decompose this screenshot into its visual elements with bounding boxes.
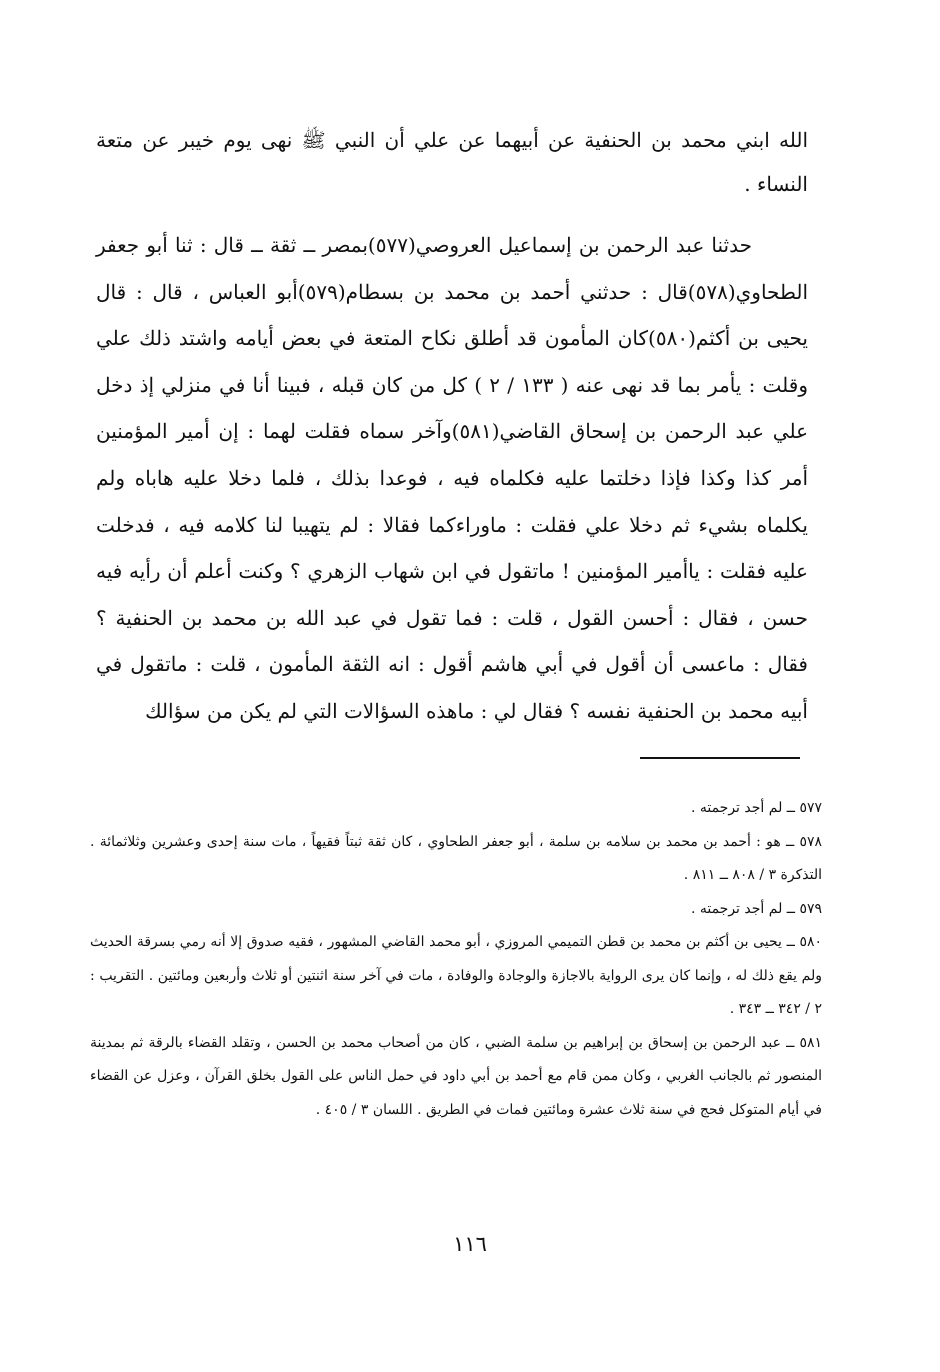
footnote-580: ٥٨٠ ــ يحيى بن أكثم بن محمد بن قطن التميمي المروزي ، أبو محمد القاضي المشهور ، فقيه صدوق إلا أنه رمي بسرقة الحديث ولم يقع ذلك له ، وإنما كان يرى الرواية بالاجازة والوجادة والوفادة ، مات في آخر سنة اثنتين أو ثلاث وأربعين ومائتين . التقريب : ٢ / ٣٤٢ ــ ٣٤٣ .	[90, 934, 822, 1017]
main-paragraph-2	[96, 222, 808, 735]
footnote-577: ٥٧٧ ــ لم أجد ترجمته .	[690, 800, 822, 816]
footnotes-section	[90, 792, 822, 1127]
footnote-separator	[640, 757, 800, 759]
main-paragraph-2-text: حدثنا عبد الرحمن بن إسماعيل العروصي(٥٧٧)بمصر ــ ثقة ــ قال : ثنا أبو جعفر الطحاوي(٥٧٨)قال : حدثني أحمد بن محمد بن بسطام(٥٧٩)أبو العباس ، قال : قال يحيى بن أكثم(٥٨٠)كان المأمون قد أطلق نكاح المتعة في بعض أيامه واشتد ذلك علي وقلت : يأمر بما قد نهى عنه ( ١٣٣ / ٢ ) كل من كان قبله ، فبينا أنا في منزلي إذ دخل علي عبد الرحمن بن إسحاق القاضي(٥٨١)وآخر سماه فقلت لهما : إن أمير المؤمنين أمر كذا وكذا فإذا دخلتما عليه فكلماه فيه ، فوعدا بذلك ، فلما دخلا عليه هاباه ولم يكلماه بشيء ثم دخلا علي فقلت : ماوراءكما فقالا : لم يتهيبا لنا كلامه فيه ، فدخلت عليه فقلت : ياأمير المؤمنين ! ماتقول في ابن شهاب الزهري ؟ وكنت أعلم أن رأيه فيه حسن ، فقال : أحسن القول ، قلت : فما تقول في عبد الله بن محمد بن الحنفية ؟ فقال : ماعسى أن أقول في أبي هاشم أقول : انه الثقة المأمون ، قلت : ماتقول في أبيه محمد بن الحنفية نفسه ؟ فقال لي : ماهذه السؤالات التي لم يكن من سؤالك	[96, 233, 809, 723]
main-paragraph-1: الله ابني محمد بن الحنفية عن أبيهما عن علي أن النبي ﷺ نهى يوم خيبر عن متعة النساء .	[96, 128, 808, 196]
page-number: ١١٦	[453, 1232, 487, 1256]
footnote-581: ٥٨١ ــ عبد الرحمن بن إسحاق بن إبراهيم بن سلمة الضبي ، كان من أصحاب محمد بن الحسن ، وتقلد القضاء بالرقة ثم بمدينة المنصور ثم بالجانب الغربي ، وكان ممن قام مع أحمد بن أبي داود في حمل الناس على القول بخلق القرآن ، وعزل عن القضاء في أيام المتوكل فحج في سنة ثلاث عشرة ومائتين فمات في الطريق . اللسان ٣ / ٤٠٥ .	[90, 1034, 822, 1118]
footnote-579: ٥٧٩ ــ لم أجد ترجمته .	[690, 900, 822, 917]
footnote-578: ٥٧٨ ــ هو : أحمد بن محمد بن سلامه بن سلمة ، أبو جعفر الطحاوي ، كان ثقة ثبتاً فقيهاً ، مات سنة إحدى وعشرين وثلاثمائة . التذكرة ٣ / ٨٠٨ ــ ٨١١ .	[90, 833, 822, 883]
